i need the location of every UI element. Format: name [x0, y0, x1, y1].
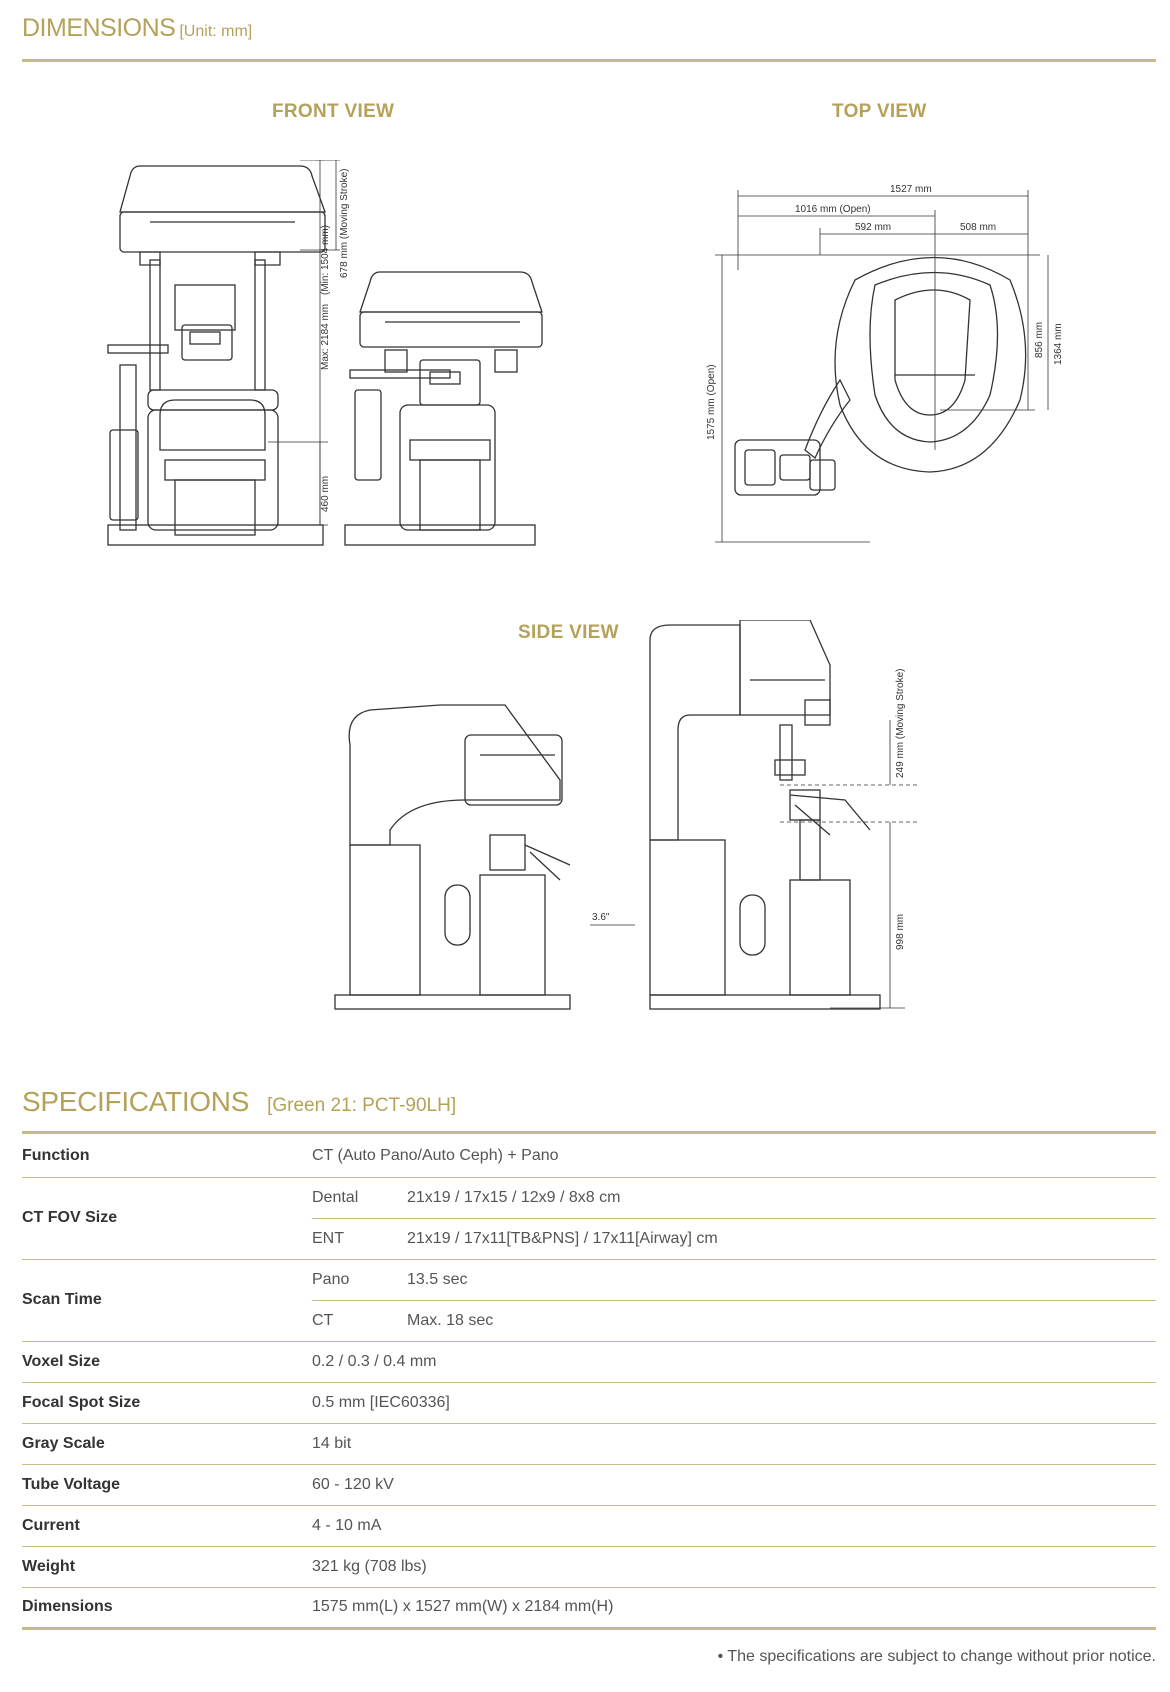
spec-label: Scan Time — [22, 1259, 312, 1341]
spec-row-focal-spot-size — [22, 1382, 1156, 1423]
spec-sub-value: 21x19 / 17x11[TB&PNS] / 17x11[Airway] cm — [407, 1218, 1156, 1259]
spec-label: Dimensions — [22, 1587, 312, 1628]
spec-row-current — [22, 1505, 1156, 1546]
spec-value: 0.2 / 0.3 / 0.4 mm — [312, 1341, 1156, 1382]
spec-sub-value: 13.5 sec — [407, 1259, 1156, 1300]
top-view-label: TOP VIEW — [832, 101, 927, 122]
spec-sub-label: CT — [312, 1300, 407, 1341]
front-seat-height-label: 460 mm — [320, 475, 331, 512]
top-inner-depth-label: 856 mm — [1034, 321, 1045, 358]
spec-value: 1575 mm(L) x 1527 mm(W) x 2184 mm(H) — [312, 1587, 1156, 1628]
top-open-width-label: 1016 mm (Open) — [795, 204, 871, 215]
spec-value: 14 bit — [312, 1423, 1156, 1464]
dimensions-title: DIMENSIONS — [22, 14, 176, 42]
spec-row-voxel-size — [22, 1341, 1156, 1382]
front-moving-stroke-label: 678 mm (Moving Stroke) — [339, 168, 350, 278]
spec-label: Current — [22, 1505, 312, 1546]
side-height-label: 998 mm — [895, 913, 906, 950]
top-depth-open-label: 1575 mm (Open) — [706, 364, 717, 440]
spec-label: Gray Scale — [22, 1423, 312, 1464]
spec-label: Focal Spot Size — [22, 1382, 312, 1423]
spec-row-weight — [22, 1546, 1156, 1587]
specifications-table — [22, 1136, 1156, 1630]
spec-sub-label: Dental — [312, 1177, 407, 1218]
spec-label: CT FOV Size — [22, 1177, 312, 1259]
spec-row-tube-voltage — [22, 1464, 1156, 1505]
top-right-part-label: 508 mm — [960, 222, 997, 233]
specifications-header — [22, 1086, 1156, 1134]
spec-row-scan-time — [22, 1259, 1156, 1300]
spec-label: Function — [22, 1136, 312, 1177]
spec-label: Voxel Size — [22, 1341, 312, 1382]
side-angle-label: 3.6" — [592, 912, 610, 923]
spec-row-function — [22, 1136, 1156, 1177]
spec-row-dimensions — [22, 1587, 1156, 1628]
specifications-title: SPECIFICATIONS — [22, 1086, 250, 1117]
top-total-width-label: 1527 mm — [890, 184, 932, 195]
spec-value: 4 - 10 mA — [312, 1505, 1156, 1546]
spec-value: 60 - 120 kV — [312, 1464, 1156, 1505]
spec-sub-value: 21x19 / 17x15 / 12x9 / 8x8 cm — [407, 1177, 1156, 1218]
spec-value: CT (Auto Pano/Auto Ceph) + Pano — [312, 1136, 1156, 1177]
specifications-model: [Green 21: PCT-90LH] — [267, 1095, 457, 1116]
spec-sub-label: Pano — [312, 1259, 407, 1300]
side-moving-stroke-label: 249 mm (Moving Stroke) — [895, 668, 906, 778]
spec-value: 0.5 mm [IEC60336] — [312, 1382, 1156, 1423]
spec-label: Tube Voltage — [22, 1464, 312, 1505]
spec-row-gray-scale — [22, 1423, 1156, 1464]
front-view-label: FRONT VIEW — [272, 101, 395, 122]
front-min-height-label: (Min: 1504 mm) — [320, 224, 331, 295]
top-view-drawing — [690, 180, 1110, 550]
side-view-label: SIDE VIEW — [518, 622, 619, 643]
spec-value: 321 kg (708 lbs) — [312, 1546, 1156, 1587]
spec-label: Weight — [22, 1546, 312, 1587]
dimensions-unit: [Unit: mm] — [179, 23, 253, 40]
side-view-drawing — [330, 620, 940, 1015]
front-view-drawing — [100, 160, 580, 560]
specifications-footnote: • The specifications are subject to change without prior notice. — [717, 1648, 1156, 1665]
front-max-height-label: Max: 2184 mm — [320, 303, 331, 370]
top-outer-depth-label: 1364 mm — [1053, 323, 1064, 365]
top-left-part-label: 592 mm — [855, 222, 892, 233]
spec-sub-label: ENT — [312, 1218, 407, 1259]
spec-sub-value: Max. 18 sec — [407, 1300, 1156, 1341]
spec-row-ct-fov-size — [22, 1177, 1156, 1218]
dimensions-header — [22, 14, 1156, 62]
